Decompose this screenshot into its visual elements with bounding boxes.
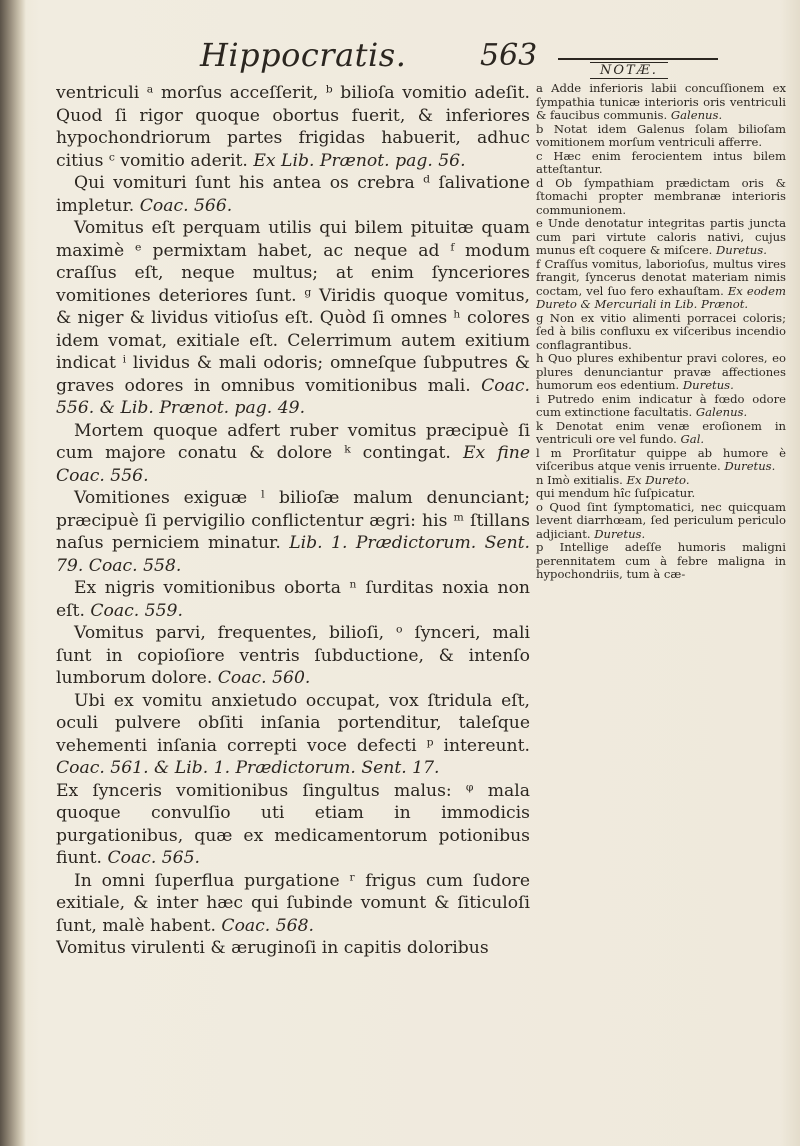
note-citation: Galenus. <box>670 108 723 122</box>
paragraph-text: Vomitus eſt perquam utilis qui bilem pituitæ quam maximè ᵉ permixtam habet, ac neque ad ᶠ modum craſſus eſt, neque multus; at enim ſynceriores vomitiones deteriores ſunt. ᵍ Viridis quoque vomitus, & niger & lividus vitioſus eſt. Quòd ſi omnes ʰ colores idem vomat, exitiale eſt. Celerrimum autem exitium indicat ⁱ lividus & mali odoris; omneſque ſubputres & graves odores in omnibus vomitionibus mali. <box>56 218 530 396</box>
note-text: f Craſſus vomitus, laborioſus, multus vires frangit, ſyncerus denotat materiam nimis coctam, vel ſuo fero exhauſtam. <box>536 256 786 298</box>
note-text: g Non ex vitio alimenti porracei coloris; ſed à bilis confluxu ex viſceribus incendio conflagrantibus. <box>536 310 786 352</box>
header-rule <box>558 58 718 60</box>
paragraph-text: Vomitus virulenti & æruginoſi in capitis doloribus <box>56 938 489 958</box>
citation: Coac. 556. & Lib. Prænot. pag. 49. <box>56 375 530 418</box>
note-text: b Notat idem Galenus ſolam bilioſam vomitionem morſum ventriculi afferre. <box>536 121 786 149</box>
paragraph-text: In omni ſuperflua purgatione ʳ frigus cum ſudore exitiale, & inter hæc qui ſubinde vomunt & ſiticuloſi ſunt, malè habent. <box>56 870 530 936</box>
paragraph <box>56 780 530 870</box>
citation: Coac. 565. <box>107 848 201 868</box>
citation: Lib. 1. Prædictorum. Sent. 79. Coac. 558. <box>56 533 530 576</box>
citation: Ex fine Coac. 556. <box>56 443 530 486</box>
note-text: k Denotat enim venæ eroſionem in ventriculi ore vel fundo. <box>536 418 786 446</box>
paragraph <box>56 690 530 780</box>
citation: Ex Lib. Prænot. pag. 56. <box>253 150 466 171</box>
paragraph-text: Ubi ex vomitu anxietudo occupat, vox ſtridula eſt, oculi pulvere obſiti inſania portenditur, taleſque vehementi inſania correpti voce defecti ᵖ intereunt. <box>56 690 530 756</box>
note <box>536 82 786 123</box>
note <box>536 393 786 420</box>
citation: Coac. 568. <box>221 915 314 936</box>
paragraph-text: Mortem quoque adfert ruber vomitus præcipuè ſi cum majore conatu & dolore ᵏ contingat. <box>56 420 530 463</box>
note-text: p Intellige adeſſe humoris maligni perennitatem cum à febre maligna in hypochondriis, tum à cæ- <box>536 540 786 581</box>
paragraph <box>56 577 530 622</box>
note <box>536 501 786 542</box>
note <box>536 312 786 353</box>
paragraph <box>56 937 530 960</box>
page-header <box>200 36 760 80</box>
paragraph-text: Qui vomituri ſunt his antea os crebra ᵈ ſalivatione impletur. <box>56 173 530 216</box>
note-citation: Ex Dureto. <box>626 472 690 487</box>
note <box>536 541 786 582</box>
paragraph <box>56 622 530 690</box>
note-citation: Ex eodem Dureto & Mercuriali in Lib. Prænot. <box>536 283 786 311</box>
page-number: 563 <box>480 38 538 73</box>
note-text: a Adde inferioris labii concuſſionem ex ſympathia tunicæ interioris oris ventriculi & faucibus communis. <box>536 82 786 122</box>
main-text-column <box>56 82 530 1132</box>
note <box>536 352 786 393</box>
note-citation: Galenus. <box>695 405 748 419</box>
note <box>536 447 786 474</box>
notes-column <box>536 82 786 1132</box>
note-text: h Quo plures exhibentur pravi colores, eo plures denunciantur pravæ affectiones humorum eos edentium. <box>536 351 786 392</box>
note <box>536 150 786 177</box>
citation: Coac. 560. <box>217 668 311 688</box>
note-citation: Gal. <box>680 432 705 446</box>
note <box>536 217 786 258</box>
note <box>536 420 786 447</box>
paragraph <box>56 487 530 577</box>
note-text: i Putredo enim indicatur à fœdo odore cum extinctione facultatis. <box>536 391 786 419</box>
paragraph-text: Vomitus parvi, frequentes, bilioſi, ᵒ ſynceri, mali ſunt in copioſiore ventris ſubductione, & intenſo lumborum dolore. <box>56 623 530 688</box>
paragraph-text: Vomitiones exiguæ ˡ bilioſæ malum denunciant; præcipuè ſi pervigilio conflictentur ægri: his ᵐ ſtillans naſus perniciem minatur. <box>56 488 530 553</box>
note-citation: Duretus. <box>594 526 646 541</box>
paragraph-text: Ex nigris vomitionibus oborta ⁿ ſurditas noxia non eſt. <box>56 578 530 621</box>
note <box>536 177 786 218</box>
notes-label: NOTÆ. <box>590 62 668 79</box>
note-text: n Imò exitialis. <box>536 472 623 487</box>
note <box>536 258 786 312</box>
note-citation: Duretus. <box>715 243 767 257</box>
paragraph <box>56 420 530 488</box>
note <box>536 474 786 488</box>
paragraph <box>56 172 530 217</box>
paragraph <box>56 217 530 420</box>
note-text: d Ob ſympathiam prædictam oris & ſtomachi propter membranæ interioris communionem. <box>536 175 786 217</box>
citation: Coac. 559. <box>90 600 183 621</box>
note-text: c Hæc enim ferocientem intus bilem atteſtantur. <box>536 148 786 176</box>
note <box>536 123 786 150</box>
citation: Coac. 561. & Lib. 1. Prædictorum. Sent. 17. <box>56 758 440 778</box>
paragraph-text: Ex ſynceris vomitionibus ſingultus malus: ᵠ mala quoque convulſio uti etiam in immodicis purgationibus, quæ ex medicamentorum potionibus fiunt. <box>56 780 530 868</box>
citation: Coac. 566. <box>139 195 233 216</box>
note <box>536 487 786 501</box>
note-text: e Unde denotatur integritas partis juncta cum pari virtute caloris nativi, cujus munus eſt coquere & miſcere. <box>536 216 786 257</box>
note-text: qui mendum hîc ſuſpicatur. <box>536 486 696 500</box>
note-text: o Quod ſint ſymptomatici, nec quicquam levent diarrhœam, ſed periculum periculo adjiciant. <box>536 499 786 541</box>
paragraph <box>56 870 530 938</box>
note-text: l m Prorſitatur quippe ab humore è viſceribus atque venis irruente. <box>536 445 786 473</box>
note-citation: Duretus. <box>682 378 734 392</box>
paragraph <box>56 82 530 172</box>
page-binding-shadow <box>0 0 26 1146</box>
note-citation: Duretus. <box>724 459 776 473</box>
running-title: Hippocratis. <box>200 36 407 74</box>
paragraph-text: ventriculi ᵃ morſus acceſſerit, ᵇ bilioſa vomitio adeſit. Quod ſi rigor quoque obortus fuerit, & inferiores hypochondriorum partes frigidas habuerit, adhuc citius ᶜ vomitio aderit. <box>56 83 530 171</box>
